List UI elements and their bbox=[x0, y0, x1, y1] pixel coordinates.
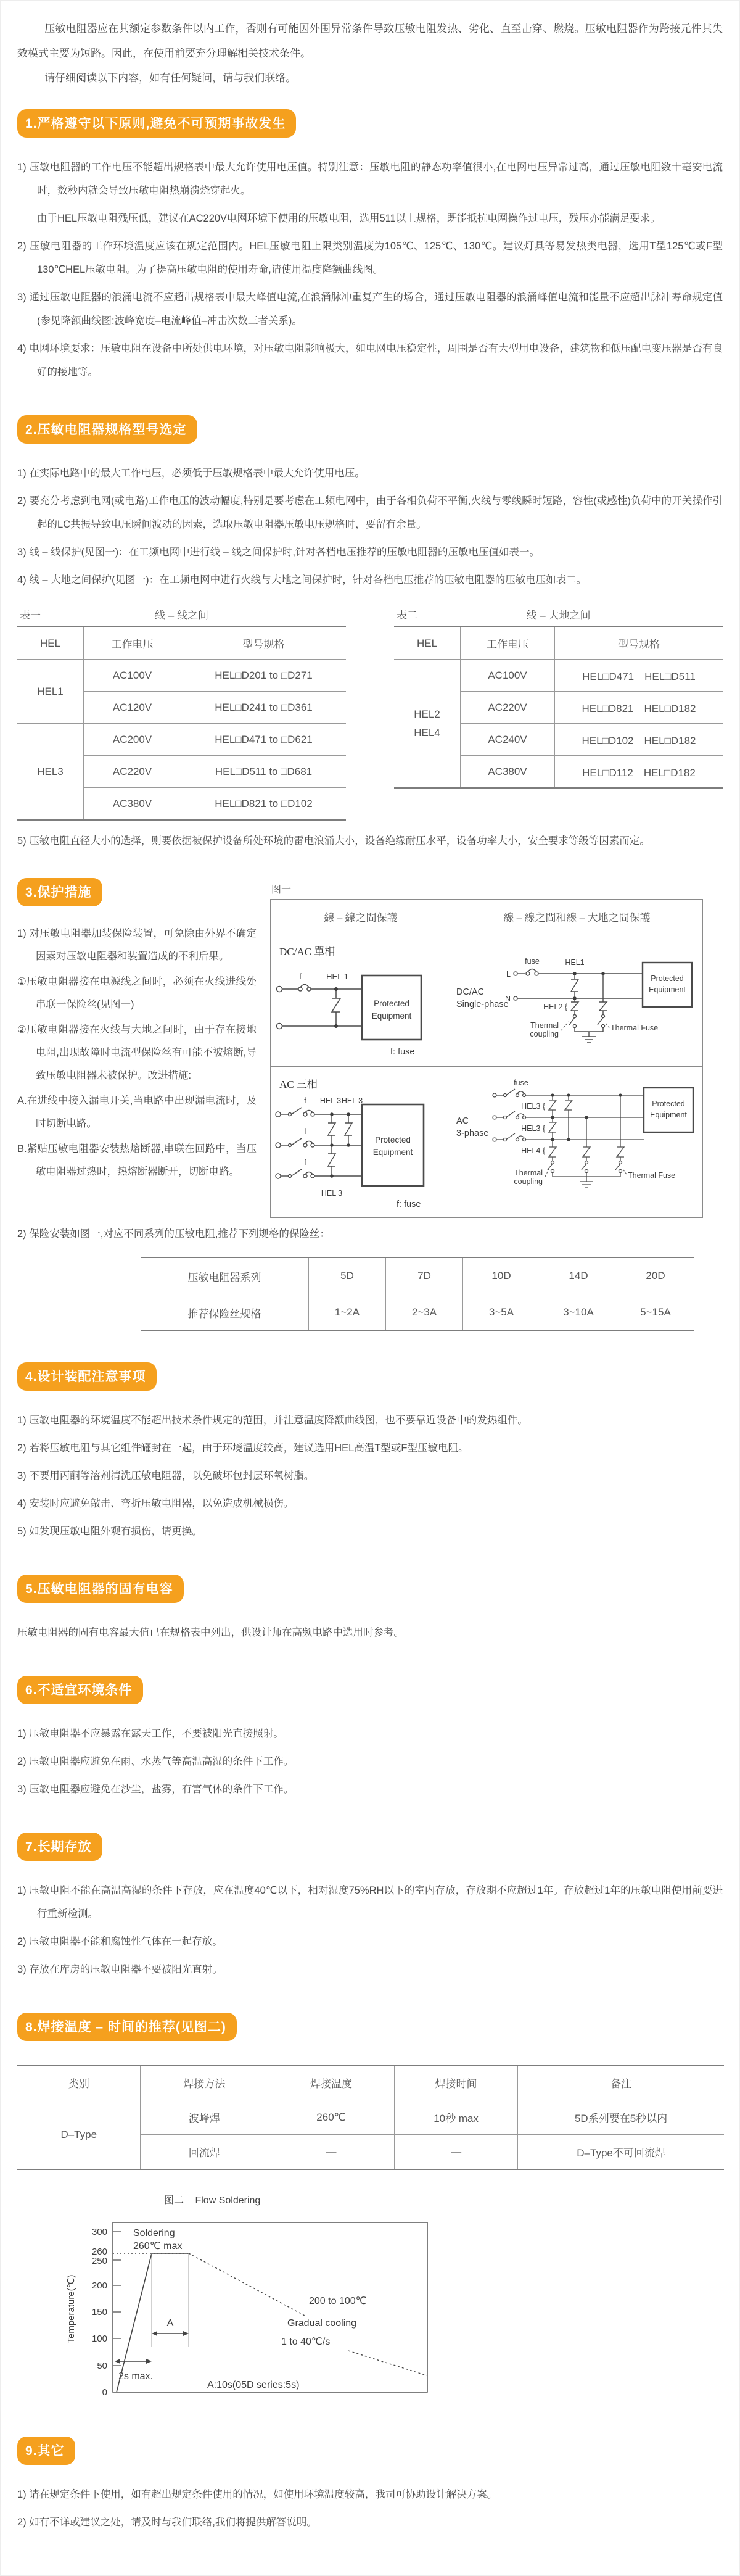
thermal-coupling-label: Thermal bbox=[530, 1021, 559, 1030]
y-tick-label: 100 bbox=[91, 2334, 107, 2344]
annotation-a-note: A:10s(05D series:5s) bbox=[207, 2380, 300, 2390]
table2-span-title: 线 – 大地之间 bbox=[526, 610, 591, 621]
cell: 14D bbox=[540, 1257, 617, 1294]
group-cell: HEL3 bbox=[17, 724, 84, 821]
fuse-label: f bbox=[304, 1096, 306, 1105]
cell: 1~2A bbox=[309, 1294, 386, 1331]
section-3-badge: 3.保护措施 bbox=[17, 878, 102, 906]
group-cell: D–Type bbox=[17, 2100, 141, 2170]
diagram-title: DC/AC bbox=[456, 987, 485, 997]
y-tick-label: 250 bbox=[91, 2256, 107, 2266]
figure-2-label-row bbox=[164, 2192, 723, 2206]
protected-equipment-label: Protected bbox=[374, 999, 409, 1008]
neutral-label: N bbox=[504, 995, 511, 1003]
diagram-title: 3-phase bbox=[456, 1129, 489, 1138]
circuit-diagram-single-phase-earth bbox=[454, 938, 698, 1059]
s3-item-1: 1) 对压敏电阻器加装保险装置，可免除由外界不确定因素对压敏电阻器和装置造成的不利后果。 bbox=[17, 928, 257, 962]
figure-2-label: 图二 bbox=[164, 2195, 184, 2206]
varistor-label: HEL4 { bbox=[521, 1146, 545, 1155]
cell: AC120V bbox=[84, 692, 181, 724]
table-row bbox=[17, 2100, 724, 2135]
y-tick-label: 150 bbox=[91, 2307, 107, 2317]
cell: 10D bbox=[463, 1257, 540, 1294]
varistor-symbol bbox=[549, 1140, 556, 1161]
y-tick-label: 200 bbox=[91, 2280, 107, 2291]
thermal-coupling-label: coupling bbox=[530, 1030, 559, 1038]
cell: 10秒 max bbox=[394, 2100, 517, 2135]
fuse-recommendation-table bbox=[141, 1257, 694, 1331]
col-header: 工作电压 bbox=[461, 627, 555, 660]
diagram-title: DC/AC 單相 bbox=[279, 946, 335, 958]
s6-item-3: 3) 压敏电阻器应避免在沙尘，盐雾，有害气体的条件下工作。 bbox=[17, 1784, 294, 1795]
section-9-badge: 9.其它 bbox=[17, 2437, 75, 2465]
s2-item-1: 1) 在实际电路中的最大工作电压，必须低于压敏规格表中最大允许使用电压。 bbox=[17, 468, 365, 479]
s4-item-1: 1) 压敏电阻器的环境温度不能超出技术条件规定的范围，并注意温度降额曲线图，也不要靠近设备中的发热组件。 bbox=[17, 1415, 528, 1426]
s3-item-b: B.紧贴压敏电阻器安装热熔断器,串联在回路中，当压敏电阻器过热时，热熔断器断开，切断电路。 bbox=[17, 1143, 257, 1177]
annotation-cooling: Gradual cooling bbox=[287, 2318, 357, 2329]
col-header: 型号规格 bbox=[555, 627, 723, 660]
figure-1-column bbox=[270, 857, 709, 1218]
table1-caption: 表一 bbox=[20, 610, 41, 621]
fuse-note: f: fuse bbox=[397, 1199, 421, 1209]
protected-equipment-label: Protected bbox=[375, 1135, 411, 1145]
diagram-title: AC 三相 bbox=[279, 1079, 318, 1090]
y-tick-label: 0 bbox=[102, 2387, 107, 2398]
table-row bbox=[17, 724, 346, 756]
varistor-symbol bbox=[328, 1145, 335, 1176]
intro-paragraph-1: 压敏电阻器应在其额定参数条件以内工作，否则有可能因外围异常条件导致压敏电阻发热、劣化、直至击穿、燃烧。压敏电阻器作为跨接元件其失效模式主要为短路。因此，在使用前要充分理解相关技术条件。 bbox=[17, 23, 723, 59]
table-row bbox=[17, 660, 346, 692]
s4-item-4: 4) 安装时应避免敲击、弯折压敏电阻器，以免造成机械损伤。 bbox=[17, 1498, 294, 1509]
figure-1-cell-dcac-en bbox=[451, 934, 702, 1066]
varistor-symbol bbox=[328, 1114, 335, 1145]
annotation-a: A bbox=[166, 2318, 174, 2329]
s9-item-2: 2) 如有不详或建议之处，请及时与我们联络,我们将提供解答说明。 bbox=[17, 2517, 317, 2528]
thermal-coupling-label: coupling bbox=[514, 1177, 543, 1186]
cell: HEL□D511 to □D681 bbox=[181, 756, 347, 788]
table-row bbox=[141, 1257, 694, 1294]
soldering-table bbox=[17, 2065, 724, 2170]
cell: HEL□D102 HEL□D182 bbox=[555, 724, 723, 756]
annotation-soldering-temp: 260℃ max bbox=[133, 2241, 183, 2251]
section-2-badge: 2.压敏电阻器规格型号选定 bbox=[17, 415, 197, 444]
fuse-label: f bbox=[304, 1158, 306, 1167]
intro-section bbox=[17, 17, 723, 91]
cell: AC380V bbox=[461, 756, 555, 789]
col-header: 工作电压 bbox=[84, 627, 181, 660]
s3-item-a: A.在进线中接入漏电开关,当电路中出现漏电流时，及时切断电路。 bbox=[17, 1095, 257, 1129]
varistor-label: HEL 3 bbox=[321, 1189, 343, 1198]
figure-1-row-three-phase bbox=[271, 1066, 702, 1217]
table-line-to-earth-block bbox=[394, 604, 723, 821]
group-cell bbox=[394, 660, 461, 789]
annotation-cooling-range: 200 to 100℃ bbox=[309, 2296, 367, 2306]
figure-1-row-single-phase bbox=[271, 934, 702, 1066]
flow-soldering-chart-block bbox=[42, 2210, 723, 2409]
annotation-cooling-rate: 1 to 40℃/s bbox=[281, 2337, 331, 2347]
varistor-symbol bbox=[571, 974, 578, 998]
col-header: 型号规格 bbox=[181, 627, 347, 660]
protected-equipment-label: Equipment bbox=[371, 1011, 412, 1021]
figure-1-header-left: 線 – 線之間保護 bbox=[324, 912, 398, 924]
s1-item-2: 2) 压敏电阻器的工作环境温度应该在规定范围内。HEL压敏电阻上限类别温度为105℃、125℃、130℃。建议灯具等易发热类电器，选用T型125℃或F型130℃HEL压敏电阻。为了提高压敏电阻的使用寿命,请使用温度降额曲线图。 bbox=[17, 241, 723, 275]
col-header: 焊接方法 bbox=[141, 2065, 268, 2100]
cell: HEL□D471 to □D621 bbox=[181, 724, 347, 756]
s6-item-2: 2) 压敏电阻器应避免在雨、水蒸气等高温高湿的条件下工作。 bbox=[17, 1756, 294, 1767]
s7-item-3: 3) 存放在库房的压敏电阻器不要被阳光直射。 bbox=[17, 1964, 223, 1975]
cell: HEL□D821 to □D102 bbox=[181, 788, 347, 821]
varistor-label: HEL 1 bbox=[326, 972, 348, 981]
cell: 回流焊 bbox=[141, 2135, 268, 2170]
intro-paragraph-2: 请仔细阅读以下内容，如有任何疑问，请与我们联络。 bbox=[44, 72, 297, 84]
cell: AC220V bbox=[84, 756, 181, 788]
flow-soldering-chart bbox=[42, 2210, 443, 2406]
s2-item-3: 3) 线 – 线保护(见图一)：在工频电网中进行线 – 线之间保护时,针对各档电压推荐的压敏电阻器的压敏电压值如表一。 bbox=[17, 547, 540, 558]
cell: 260℃ bbox=[268, 2100, 395, 2135]
s4-item-2: 2) 若将压敏电阻与其它组件罐封在一起，由于环境温度较高，建议选用HEL高温T型或F型压敏电阻。 bbox=[17, 1443, 469, 1454]
cell: 5D bbox=[309, 1257, 386, 1294]
section-8-badge: 8.焊接温度 – 时间的推荐(见图二) bbox=[17, 2013, 237, 2041]
s1-item-1: 1) 压敏电阻器的工作电压不能超出规格表中最大允许使用电压值。特别注意：压敏电阻的静态功率值很小,在电网电压异常过高，通过压敏电阻数十毫安电流时，数秒内就会导致压敏电阻热崩溃烧穿起火。 bbox=[17, 162, 723, 196]
fuse-label: f bbox=[299, 972, 302, 981]
cell: HEL□D241 to □D361 bbox=[181, 692, 347, 724]
section-7-badge: 7.长期存放 bbox=[17, 1833, 102, 1861]
section-4-badge: 4.设计装配注意事项 bbox=[17, 1362, 157, 1391]
diagram-title: AC bbox=[456, 1116, 469, 1126]
s2-item-5: 5) 压敏电阻直径大小的选择，则要依据被保护设备所处环境的雷电浪涌大小，设备绝缘耐压水平，设备功率大小，安全要求等级等因素而定。 bbox=[17, 835, 650, 847]
thermal-fuse-label: Thermal Fuse bbox=[610, 1024, 659, 1032]
s7-item-1: 1) 压敏电阻不能在高温高湿的条件下存放，应在温度40℃以下，相对湿度75%RH以下的室内存放，存放期不应超过1年。存放超过1年的压敏电阻使用前要进行重新检测。 bbox=[17, 1885, 723, 1920]
s1-item-3: 3) 通过压敏电阻器的浪涌电流不应超出规格表中最大峰值电流,在浪涌脉冲重复产生的场合，通过压敏电阻器的浪涌峰值电流和能量不应超出脉冲寿命规定值(参见降额曲线图:波峰宽度–电流峰值–冲击次数三者关系)。 bbox=[17, 292, 723, 326]
voltage-tables bbox=[17, 604, 723, 821]
varistor-label: HEL3 { bbox=[521, 1124, 545, 1133]
y-tick-label: 260 bbox=[91, 2247, 107, 2257]
varistor-label: HEL3 { bbox=[521, 1102, 545, 1111]
cell: AC220V bbox=[461, 692, 555, 724]
col-header: 类别 bbox=[17, 2065, 141, 2100]
cell: AC100V bbox=[461, 660, 555, 692]
varistor-label: HEL 3 bbox=[341, 1096, 363, 1105]
figure-1 bbox=[270, 899, 703, 1218]
cell: AC380V bbox=[84, 788, 181, 821]
s6-item-1: 1) 压敏电阻器不应暴露在露天工作，不要被阳光直接照射。 bbox=[17, 1728, 284, 1739]
figure-1-cell-ac3-cn bbox=[271, 1067, 451, 1217]
s1-item-1-cont: 由于HEL压敏电阻残压低，建议在AC220V电网环境下使用的压敏电阻，选用511以上规格，既能抵抗电网操作过电压，残压亦能满足要求。 bbox=[37, 213, 660, 224]
table-line-to-line-block bbox=[17, 604, 346, 821]
figure-1-cell-dcac-cn bbox=[271, 934, 451, 1066]
col-header: 焊接时间 bbox=[394, 2065, 517, 2100]
col-header: HEL bbox=[394, 627, 461, 660]
y-tick-label: 50 bbox=[97, 2361, 107, 2371]
group-cell: HEL1 bbox=[17, 660, 84, 724]
cell: 5D系列要在5秒以内 bbox=[518, 2100, 724, 2135]
fuse-label: fuse bbox=[514, 1079, 528, 1087]
cell: HEL□D471 HEL□D511 bbox=[555, 660, 723, 692]
cell: 波峰焊 bbox=[141, 2100, 268, 2135]
table2-caption-row bbox=[394, 604, 723, 626]
varistor-symbol bbox=[583, 1147, 590, 1161]
varistor-symbol bbox=[571, 998, 578, 1014]
annotation-soldering: Soldering bbox=[133, 2228, 175, 2238]
table-line-to-line bbox=[17, 626, 346, 821]
varistor-label: HEL2 { bbox=[543, 1003, 567, 1011]
figure-1-header-row bbox=[271, 900, 702, 934]
fuse-note: f: fuse bbox=[390, 1047, 415, 1057]
cell: AC200V bbox=[84, 724, 181, 756]
varistor-label: HEL 3 bbox=[319, 1096, 342, 1105]
s2-item-2: 2) 要充分考虑到电网(或电路)工作电压的波动幅度,特别是要考虑在工频电网中，由于各相负荷不平衡,火线与零线瞬时短路，容性(或感性)负荷中的开关操作引起的LC共振导致电压瞬间波动的因素，选取压敏电阻器压敏电压规格时，要留有余量。 bbox=[17, 495, 723, 530]
cell: 3~10A bbox=[540, 1294, 617, 1331]
figure-2-title: Flow Soldering bbox=[195, 2195, 261, 2206]
cell: — bbox=[394, 2135, 517, 2170]
protected-equipment-label: Protected bbox=[652, 1100, 685, 1108]
thermal-fuse-label: Thermal Fuse bbox=[628, 1171, 676, 1180]
cell: AC100V bbox=[84, 660, 181, 692]
circuit-diagram-three-phase-line-line bbox=[273, 1092, 445, 1211]
table-row bbox=[141, 1294, 694, 1331]
line-label: L bbox=[506, 970, 511, 979]
varistor-symbol bbox=[599, 1002, 607, 1014]
s7-item-2: 2) 压敏电阻器不能和腐蚀性气体在一起存放。 bbox=[17, 1936, 223, 1947]
cell: HEL□D112 HEL□D182 bbox=[555, 756, 723, 789]
table1-span-title: 线 – 线之间 bbox=[155, 610, 208, 621]
section-1-badge: 1.严格遵守以下原则,避免不可预期事故发生 bbox=[17, 109, 296, 138]
y-tick-label: 300 bbox=[91, 2227, 107, 2237]
y-axis-label: Temperature(℃) bbox=[66, 2274, 76, 2343]
s3-item-circ1: ①压敏电阻器接在电源线之间时，必须在火线进线处串联一保险丝(见图一) bbox=[17, 976, 257, 1010]
col-header: 焊接温度 bbox=[268, 2065, 395, 2100]
col-header: 备注 bbox=[518, 2065, 724, 2100]
s4-item-5: 5) 如发现压敏电阻外观有损伤，请更换。 bbox=[17, 1526, 202, 1537]
figure-1-header-right: 線 – 線之間和線 – 大地之間保護 bbox=[451, 900, 702, 934]
cell: 2~3A bbox=[386, 1294, 463, 1331]
fuse-label: f bbox=[304, 1127, 306, 1136]
cell: 推荐保险丝规格 bbox=[187, 1307, 261, 1320]
s3-item-circ2: ②压敏电阻器接在火线与大地之间时，由于存在接地电阻,出现故障时电流型保险丝有可能不被熔断,导致压敏电阻器未被保护。改进措施: bbox=[17, 1024, 257, 1081]
section-5-badge: 5.压敏电阻器的固有电容 bbox=[17, 1575, 184, 1603]
cell: 压敏电阻器系列 bbox=[141, 1257, 309, 1294]
figure-1-label: 图一 bbox=[271, 885, 292, 895]
fuse-label: fuse bbox=[525, 957, 540, 966]
s5-body: 压敏电阻器的固有电容最大值已在规格表中列出，供设计师在高频电路中选用时参考。 bbox=[17, 1627, 404, 1638]
annotation-ramp-time: 2s max. bbox=[118, 2371, 154, 2382]
section-6-badge: 6.不适宜环境条件 bbox=[17, 1676, 143, 1704]
protected-equipment-label: Protected bbox=[651, 974, 684, 983]
circuit-diagram-three-phase-earth bbox=[454, 1071, 698, 1210]
table-line-to-earth bbox=[394, 626, 723, 789]
table1-caption-row bbox=[17, 604, 346, 626]
group-name-line: HEL2 bbox=[414, 708, 440, 720]
varistor-symbol bbox=[345, 1114, 352, 1145]
table-row bbox=[394, 660, 723, 692]
cell: 20D bbox=[617, 1257, 694, 1294]
s4-item-3: 3) 不要用丙酮等溶剂清洗压敏电阻器，以免破坏包封层环氧树脂。 bbox=[17, 1470, 314, 1481]
section-3 bbox=[17, 857, 723, 1218]
circuit-diagram-line-line-single-phase bbox=[273, 959, 445, 1059]
cell: 3~5A bbox=[463, 1294, 540, 1331]
figure-1-cell-ac3-en bbox=[451, 1067, 702, 1217]
cell: 7D bbox=[386, 1257, 463, 1294]
cell: — bbox=[268, 2135, 395, 2170]
diagram-title: Single-phase bbox=[456, 1000, 509, 1009]
varistor-symbol bbox=[617, 1147, 624, 1161]
section-3-text-column bbox=[17, 857, 257, 1218]
varistor-symbol bbox=[549, 1117, 556, 1140]
thermal-coupling-label: Thermal bbox=[514, 1169, 543, 1177]
group-name-line: HEL4 bbox=[414, 726, 440, 739]
protected-equipment-label: Equipment bbox=[372, 1148, 413, 1157]
cell: 5~15A bbox=[617, 1294, 694, 1331]
col-header: HEL bbox=[17, 627, 84, 660]
varistor-label: HEL1 bbox=[565, 958, 585, 967]
cell: HEL□D201 to □D271 bbox=[181, 660, 347, 692]
s1-item-4: 4) 电网环境要求：压敏电阻在设备中所处供电环境，对压敏电阻影响极大，如电网电压稳定性，周围是否有大型用电设备，建筑物和低压配电变压器是否有良好的接地等。 bbox=[17, 343, 723, 378]
table2-caption: 表二 bbox=[397, 610, 417, 621]
s2-item-4: 4) 线 – 大地之间保护(见图一)：在工频电网中进行火线与大地之间保护时，针对各档电压推荐的压敏电阻器的压敏电压如表二。 bbox=[17, 574, 587, 586]
cell: AC240V bbox=[461, 724, 555, 756]
s3-item-2: 2) 保险安装如图一,对应不同系列的压敏电阻,推荐下列规格的保险丝： bbox=[17, 1228, 330, 1240]
varistor-symbol bbox=[332, 989, 340, 1026]
varistor-symbol bbox=[549, 1095, 556, 1117]
protected-equipment-label: Equipment bbox=[649, 985, 686, 994]
protected-equipment-label: Equipment bbox=[650, 1111, 687, 1119]
cell: D–Type不可回流焊 bbox=[518, 2135, 724, 2170]
cell: HEL□D821 HEL□D182 bbox=[555, 692, 723, 724]
s9-item-1: 1) 请在规定条件下使用，如有超出规定条件使用的情况，如使用环境温度较高，我司可协助设计解决方案。 bbox=[17, 2489, 498, 2500]
